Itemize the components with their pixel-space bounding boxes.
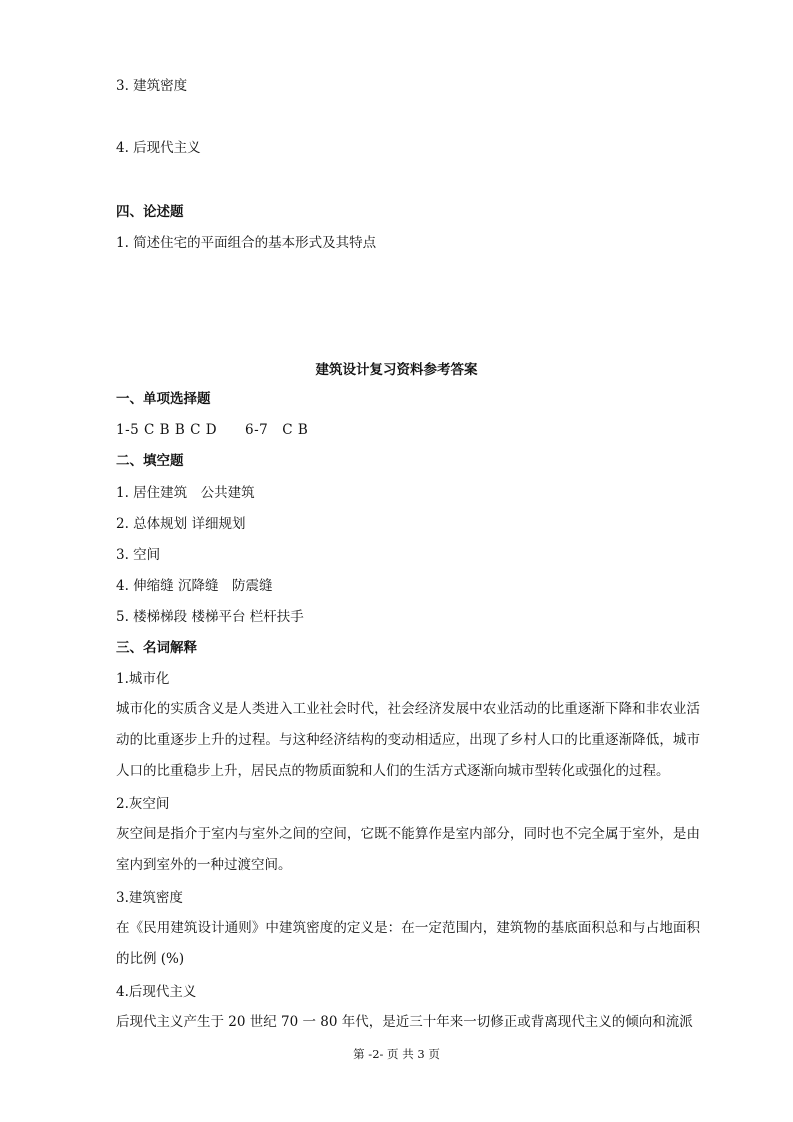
fill-blank-answer-2: 2. 总体规划 详细规划 xyxy=(116,516,246,532)
term-definition-urbanization: 城市化的实质含义是人类进入工业社会时代，社会经济发展中农业活动的比重逐渐下降和非农业活动的比重逐步上升的过程。与这种经济结构的变动相适应，出现了乡村人口的比重逐渐降低，城市人口的比重稳步上升，居民点的物质面貌和人们的生活方式逐渐向城市型转化或强化的过程。 xyxy=(116,701,700,779)
term-title-grey-space: 2.灰空间 xyxy=(116,796,170,812)
term-title-building-density: 3.建筑密度 xyxy=(116,890,183,906)
fill-blank-answer-5: 5. 楼梯梯段 楼梯平台 栏杆扶手 xyxy=(116,609,304,625)
section-heading-term-definitions: 三、名词解释 xyxy=(116,640,197,656)
question-item-3: 3. 建筑密度 xyxy=(116,78,188,94)
answers-title: 建筑设计复习资料参考答案 xyxy=(315,362,478,378)
term-definition-building-density: 在《民用建筑设计通则》中建筑密度的定义是：在一定范围内，建筑物的基底面积总和与占地面积的比例 (%) xyxy=(116,920,700,967)
section-heading-fill-blank: 二、填空题 xyxy=(116,453,184,469)
term-title-urbanization: 1.城市化 xyxy=(116,671,170,687)
term-definition-postmodernism: 后现代主义产生于 20 世纪 70 一 80 年代，是近三十年来一切修正或背离现代主义的倾向和流派 xyxy=(116,1014,693,1030)
single-choice-answers: 1-5 C B B C D 6-7 C B xyxy=(116,422,309,438)
essay-question-1: 1. 简述住宅的平面组合的基本形式及其特点 xyxy=(116,235,377,251)
term-definition-grey-space: 灰空间是指介于室内与室外之间的空间，它既不能算作是室内部分，同时也不完全属于室外，是由室内到室外的一种过渡空间。 xyxy=(116,826,700,873)
section-heading-single-choice: 一、单项选择题 xyxy=(116,391,211,407)
section-heading-essay: 四、论述题 xyxy=(116,204,184,220)
page-footer: 第 -2- 页 共 3 页 xyxy=(353,1047,440,1061)
fill-blank-answer-4: 4. 伸缩缝 沉降缝 防震缝 xyxy=(116,578,273,594)
question-item-4: 4. 后现代主义 xyxy=(116,140,201,156)
fill-blank-answer-1: 1. 居住建筑 公共建筑 xyxy=(116,485,255,501)
term-title-postmodernism: 4.后现代主义 xyxy=(116,984,197,1000)
fill-blank-answer-3: 3. 空间 xyxy=(116,547,161,563)
